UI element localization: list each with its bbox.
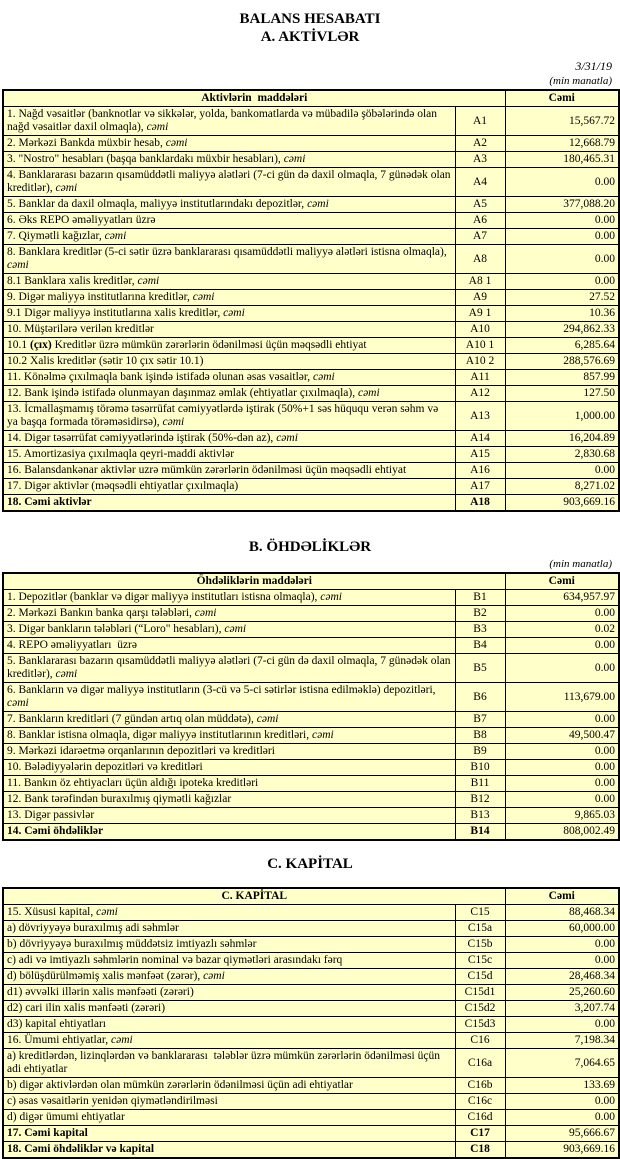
- row-code: C17: [455, 1126, 505, 1142]
- row-value: 1,000.00: [505, 402, 619, 431]
- row-label: 14. Cəmi öhdəliklər: [3, 824, 455, 841]
- table-row: [3, 447, 619, 463]
- row-value: 8,271.02: [505, 479, 619, 495]
- row-code: C15b: [455, 937, 505, 953]
- table-row: [3, 792, 619, 808]
- liabilities-header-total: Cəmi: [505, 573, 619, 590]
- row-code: B14: [455, 824, 505, 841]
- row-value: 288,576.69: [505, 354, 619, 370]
- row-value: 0.00: [505, 1017, 619, 1033]
- row-value: 0.00: [505, 245, 619, 274]
- row-label: 8.1 Banklara xalis kreditlər, cəmi: [3, 274, 455, 290]
- row-value: 10.36: [505, 306, 619, 322]
- liabilities-table: [2, 572, 620, 841]
- row-code: C15a: [455, 921, 505, 937]
- table-row: [3, 370, 619, 386]
- row-label: b) digər aktivlərdən olan mümkün zərərlərin ödənilməsi üçün adi ehtiyatlar: [3, 1078, 455, 1094]
- row-code: A15: [455, 447, 505, 463]
- table-row: [3, 744, 619, 760]
- row-value: 0.00: [505, 274, 619, 290]
- row-label: d3) kapital ehtiyatları: [3, 1017, 455, 1033]
- row-label: d2) cari ilin xalis mənfəəti (zərəri): [3, 1001, 455, 1017]
- table-row: [3, 638, 619, 654]
- row-label: 2. Mərkəzi Bankda müxbir hesab, cəmi: [3, 136, 455, 152]
- row-code: B2: [455, 606, 505, 622]
- row-code: B6: [455, 683, 505, 712]
- row-label: 8. Banklara kreditlər (5-ci sətir üzrə banklararası qısamüddətli maliyyə alətləri istisna olmaqla), cəmi: [3, 245, 455, 274]
- row-code: B3: [455, 622, 505, 638]
- row-value: 0.00: [505, 606, 619, 622]
- table-row: [3, 921, 619, 937]
- table-row: [3, 606, 619, 622]
- table-row: [3, 1049, 619, 1078]
- row-value: 0.00: [505, 712, 619, 728]
- row-value: 12,668.79: [505, 136, 619, 152]
- row-code: A10 2: [455, 354, 505, 370]
- row-label: d) bölüşdürülməmiş xalis mənfəət (zərər), cəmi: [3, 969, 455, 985]
- row-value: 15,567.72: [505, 107, 619, 136]
- row-value: 28,468.34: [505, 969, 619, 985]
- row-label: 15. Amortizasiya çıxılmaqla qeyri-maddi aktivlər: [3, 447, 455, 463]
- row-code: B4: [455, 638, 505, 654]
- table-row: [3, 274, 619, 290]
- row-label: 7. Qiymətli kağızlar, cəmi: [3, 229, 455, 245]
- table-row: [3, 197, 619, 213]
- unit-note-a: (min manatla): [549, 75, 612, 87]
- row-value: 3,207.74: [505, 1001, 619, 1017]
- row-code: A7: [455, 229, 505, 245]
- table-row: [3, 136, 619, 152]
- row-code: B5: [455, 654, 505, 683]
- row-label: 10.1 (çıx) Kreditlər üzrə mümkün zərərlərin ödənilməsi üçün məqsədli ehtiyat: [3, 338, 455, 354]
- table-row: [3, 213, 619, 229]
- table-row: [3, 760, 619, 776]
- row-label: a) dövriyyəyə buraxılmış adi səhmlər: [3, 921, 455, 937]
- row-code: A11: [455, 370, 505, 386]
- row-value: 0.00: [505, 638, 619, 654]
- row-value: 0.00: [505, 463, 619, 479]
- row-label: 13. Digər passivlər: [3, 808, 455, 824]
- table-row: [3, 1033, 619, 1049]
- row-value: 9,865.03: [505, 808, 619, 824]
- row-label: 10. Bələdiyyələrin depozitləri və kreditləri: [3, 760, 455, 776]
- document-title: BALANS HESABATI: [239, 11, 381, 27]
- table-row: [3, 322, 619, 338]
- section-b-title: B. ÖHDƏLİKLƏR: [248, 539, 372, 555]
- row-code: B7: [455, 712, 505, 728]
- row-value: 808,002.49: [505, 824, 619, 841]
- row-value: 27.52: [505, 290, 619, 306]
- capital-header-total: Cəmi: [505, 888, 619, 905]
- row-code: C16d: [455, 1110, 505, 1126]
- row-value: 6,285.64: [505, 338, 619, 354]
- row-label: 10.2 Xalis kreditlər (sətir 10 çıx sətir 10.1): [3, 354, 455, 370]
- unit-note-b: (min manatla): [549, 558, 612, 570]
- row-value: 0.00: [505, 654, 619, 683]
- row-value: 180,465.31: [505, 152, 619, 168]
- row-label: 2. Mərkəzi Bankın banka qarşı tələbləri, cəmi: [3, 606, 455, 622]
- row-code: C15d: [455, 969, 505, 985]
- row-code: C15c: [455, 953, 505, 969]
- document-header: [0, 10, 620, 46]
- row-label: 15. Xüsusi kapital, cəmi: [3, 905, 455, 921]
- row-label: 17. Digər aktivlər (məqsədli ehtiyatlar çıxılmaqla): [3, 479, 455, 495]
- table-row: [3, 808, 619, 824]
- row-label: 16. Ümumi ehtiyatlar, cəmi: [3, 1033, 455, 1049]
- row-value: 133.69: [505, 1078, 619, 1094]
- table-row: [3, 712, 619, 728]
- row-code: C18: [455, 1142, 505, 1159]
- assets-table-header: [3, 90, 619, 107]
- row-label: 1. Depozitlər (banklar və digər maliyyə institutları istisna olmaqla), cəmi: [3, 590, 455, 606]
- table-row: [3, 463, 619, 479]
- assets-header-total: Cəmi: [505, 90, 619, 107]
- report-meta: [0, 59, 612, 88]
- table-row: [3, 683, 619, 712]
- row-label: 8. Banklar istisna olmaqla, digər maliyyə institutlarının kreditləri, cəmi: [3, 728, 455, 744]
- row-value: 25,260.60: [505, 985, 619, 1001]
- row-label: 13. İcmallaşmamış törəmə təsərrüfat cəmiyyətlərdə iştirak (50%+1 səs hüququ verən səhm və ya başqa formada törəməsidirsə), cəmi: [3, 402, 455, 431]
- row-value: 0.00: [505, 953, 619, 969]
- row-label: 4. Banklararası bazarın qısamüddətli maliyyə alətləri (7-ci gün də daxil olmaqla, 7 günədək olan kreditlər), cəmi: [3, 168, 455, 197]
- liabilities-table-header: [3, 573, 619, 590]
- assets-header-label: Aktivlərin maddələri: [3, 90, 505, 107]
- row-code: A14: [455, 431, 505, 447]
- table-row: [3, 622, 619, 638]
- row-label: 18. Cəmi aktivlər: [3, 495, 455, 512]
- report-date: 3/31/19: [575, 59, 612, 73]
- row-code: C16b: [455, 1078, 505, 1094]
- table-row: [3, 245, 619, 274]
- row-value: 0.00: [505, 760, 619, 776]
- row-value: 0.00: [505, 229, 619, 245]
- row-value: 0.00: [505, 168, 619, 197]
- row-value: 294,862.33: [505, 322, 619, 338]
- row-label: 4. REPO əməliyyatları üzrə: [3, 638, 455, 654]
- table-row: [3, 654, 619, 683]
- row-value: 0.02: [505, 622, 619, 638]
- row-label: 6. Əks REPO əməliyyatları üzrə: [3, 213, 455, 229]
- table-row: [3, 1094, 619, 1110]
- row-label: 16. Balansdankənar aktivlər uzrə mümkün zərərlərin ödənilməsi üçün məqsədli ehtiyat: [3, 463, 455, 479]
- row-label: 7. Bankların kreditləri (7 gündən artıq olan müddətə), cəmi: [3, 712, 455, 728]
- table-row: [3, 431, 619, 447]
- row-value: 127.50: [505, 386, 619, 402]
- row-code: A18: [455, 495, 505, 512]
- row-code: C16c: [455, 1094, 505, 1110]
- table-row: [3, 290, 619, 306]
- capital-table: [2, 887, 620, 1159]
- table-row: [3, 306, 619, 322]
- table-row: [3, 969, 619, 985]
- row-value: 0.00: [505, 937, 619, 953]
- table-row: [3, 152, 619, 168]
- row-label: c) əsas vəsaitlərin yenidən qiymətləndirilməsi: [3, 1094, 455, 1110]
- row-code: C16: [455, 1033, 505, 1049]
- row-label: 14. Digər təsərrüfat cəmiyyətlərində iştirak (50%-dən az), cəmi: [3, 431, 455, 447]
- row-label: a) kreditlərdən, lizinqlərdən və banklararası tələblər üzrə mümkün zərərlərin ödənilməsi üçün adi ehtiyatlar: [3, 1049, 455, 1078]
- row-label: 9. Mərkəzi idarəetmə orqanlarının depozitləri və kreditləri: [3, 744, 455, 760]
- capital-table-header: [3, 888, 619, 905]
- row-label: 3. Digər bankların tələbləri (“Loro" hesabları), cəmi: [3, 622, 455, 638]
- row-code: A13: [455, 402, 505, 431]
- row-code: A10: [455, 322, 505, 338]
- table-row: [3, 905, 619, 921]
- row-code: B8: [455, 728, 505, 744]
- row-code: B9: [455, 744, 505, 760]
- table-row: [3, 168, 619, 197]
- liabilities-header-label: Öhdəliklərin maddələri: [3, 573, 505, 590]
- row-value: 634,957.97: [505, 590, 619, 606]
- row-label: 6. Bankların və digər maliyyə institutların (3-cü və 5-ci sətirlər istisna edilməklə) depozitləri, cəmi: [3, 683, 455, 712]
- row-code: A10 1: [455, 338, 505, 354]
- row-code: A5: [455, 197, 505, 213]
- row-value: 857.99: [505, 370, 619, 386]
- row-code: A2: [455, 136, 505, 152]
- row-label: 12. Bank işində istifadə olunmayan daşınmaz əmlak (ehtiyatlar çıxılmaqla), cəmi: [3, 386, 455, 402]
- table-row: [3, 937, 619, 953]
- row-value: 0.00: [505, 776, 619, 792]
- row-code: C15d1: [455, 985, 505, 1001]
- table-row: [3, 985, 619, 1001]
- row-value: 60,000.00: [505, 921, 619, 937]
- row-value: 0.00: [505, 744, 619, 760]
- row-value: 16,204.89: [505, 431, 619, 447]
- balance-sheet-page: [0, 10, 620, 1155]
- table-row: [3, 386, 619, 402]
- row-code: A8 1: [455, 274, 505, 290]
- row-code: C16a: [455, 1049, 505, 1078]
- row-code: A9 1: [455, 306, 505, 322]
- row-label: d1) əvvəlki illərin xalis mənfəəti (zərəri): [3, 985, 455, 1001]
- row-label: 18. Cəmi öhdəliklər və kapital: [3, 1142, 455, 1159]
- table-row: [3, 776, 619, 792]
- row-code: B11: [455, 776, 505, 792]
- row-code: A6: [455, 213, 505, 229]
- table-row: [3, 354, 619, 370]
- table-row: [3, 1142, 619, 1159]
- row-value: 0.00: [505, 792, 619, 808]
- table-row: [3, 402, 619, 431]
- row-code: C15d2: [455, 1001, 505, 1017]
- table-row: [3, 338, 619, 354]
- assets-table: [2, 89, 620, 512]
- capital-header-label: C. KAPİTAL: [3, 888, 505, 905]
- table-row: [3, 728, 619, 744]
- row-code: A4: [455, 168, 505, 197]
- table-row: [3, 1017, 619, 1033]
- row-code: B1: [455, 590, 505, 606]
- row-label: c) adi və imtiyazlı səhmlərin nominal və bazar qiymətləri arasındakı fərq: [3, 953, 455, 969]
- row-label: 11. Könəlmə çıxılmaqla bank işində istifadə olunan əsas vəsaitlər, cəmi: [3, 370, 455, 386]
- row-code: A16: [455, 463, 505, 479]
- row-value: 113,679.00: [505, 683, 619, 712]
- section-c-title: C. KAPİTAL: [267, 856, 353, 872]
- row-code: A3: [455, 152, 505, 168]
- row-code: A9: [455, 290, 505, 306]
- row-code: B10: [455, 760, 505, 776]
- section-a-title: A. AKTİVLƏR: [260, 29, 360, 45]
- table-row: [3, 1078, 619, 1094]
- section-b-meta: [0, 558, 612, 571]
- row-value: 903,669.16: [505, 495, 619, 512]
- row-code: A1: [455, 107, 505, 136]
- row-label: 10. Müştərilərə verilən kreditlər: [3, 322, 455, 338]
- row-label: 1. Nağd vəsaitlər (banknotlar və sikkələr, yolda, bankomatlarda və mübadilə şöbələrində olan nağd vəsaitlər daxil olmaqla), cəmi: [3, 107, 455, 136]
- table-row: [3, 107, 619, 136]
- row-value: 49,500.47: [505, 728, 619, 744]
- row-label: 11. Bankın öz ehtiyacları üçün aldığı ipoteka kreditləri: [3, 776, 455, 792]
- table-row: [3, 1001, 619, 1017]
- table-row: [3, 953, 619, 969]
- table-row: [3, 1110, 619, 1126]
- row-label: 3. "Nostro" hesabları (başqa banklardakı müxbir hesabları), cəmi: [3, 152, 455, 168]
- row-label: 9.1 Digər maliyyə institutlarına xalis kreditlər, cəmi: [3, 306, 455, 322]
- row-value: 377,088.20: [505, 197, 619, 213]
- table-row: [3, 590, 619, 606]
- row-code: C15d3: [455, 1017, 505, 1033]
- row-value: 7,064.65: [505, 1049, 619, 1078]
- table-row: [3, 495, 619, 512]
- row-code: C15: [455, 905, 505, 921]
- row-label: 12. Bank tərəfindən buraxılmış qiymətli kağızlar: [3, 792, 455, 808]
- table-row: [3, 229, 619, 245]
- row-code: A17: [455, 479, 505, 495]
- row-label: d) digər ümumi ehtiyatlar: [3, 1110, 455, 1126]
- row-label: 9. Digər maliyyə institutlarına kreditlər, cəmi: [3, 290, 455, 306]
- row-label: 5. Banklararası bazarın qısamüddətli maliyyə alətləri (7-ci gün də daxil olmaqla, 7 günədək olan kreditlər), cəmi: [3, 654, 455, 683]
- row-label: 17. Cəmi kapital: [3, 1126, 455, 1142]
- row-value: 7,198.34: [505, 1033, 619, 1049]
- row-value: 88,468.34: [505, 905, 619, 921]
- row-value: 2,830.68: [505, 447, 619, 463]
- row-code: B13: [455, 808, 505, 824]
- row-code: A12: [455, 386, 505, 402]
- row-code: B12: [455, 792, 505, 808]
- row-code: A8: [455, 245, 505, 274]
- row-value: 95,666.67: [505, 1126, 619, 1142]
- table-row: [3, 824, 619, 841]
- row-value: 0.00: [505, 213, 619, 229]
- row-value: 903,669.16: [505, 1142, 619, 1159]
- table-row: [3, 479, 619, 495]
- row-value: 0.00: [505, 1110, 619, 1126]
- row-label: 5. Banklar da daxil olmaqla, maliyyə institutlarındakı depozitlər, cəmi: [3, 197, 455, 213]
- row-label: b) dövriyyəyə buraxılmış müddətsiz imtiyazlı səhmlər: [3, 937, 455, 953]
- row-value: 0.00: [505, 1094, 619, 1110]
